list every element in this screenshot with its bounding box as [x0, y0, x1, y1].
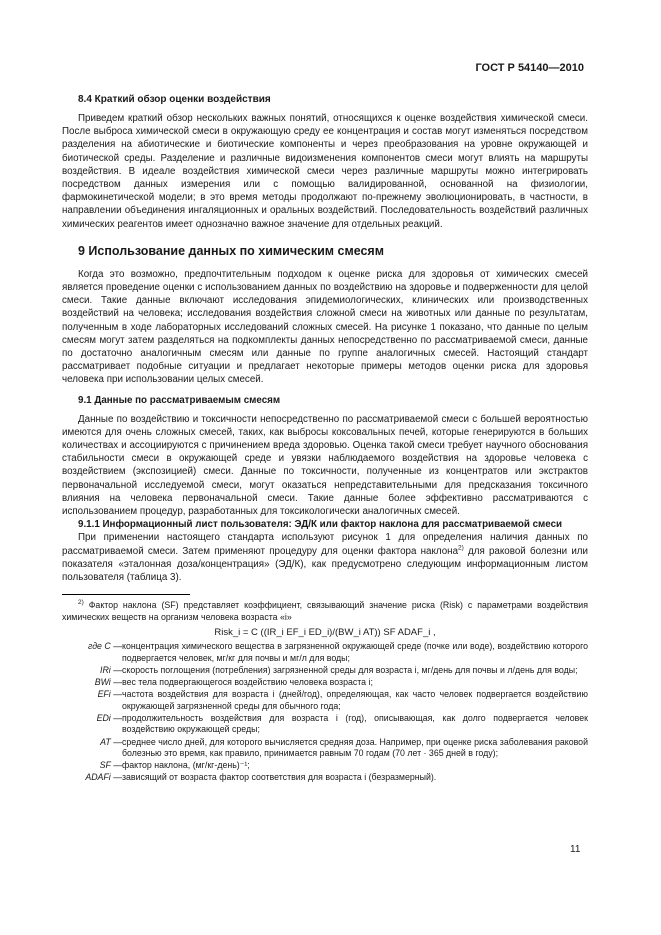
definition-text: частота воздействия для возраста i (дней/год), определяющая, как часто человек подвергается воздействию окружающей загрязненной среды для обычного года;: [122, 689, 588, 711]
definition-row: [62, 760, 588, 772]
section-8-4-paragraph: Приведем краткий обзор нескольких важных понятий, относящихся к оценке воздействия химической смеси. После выброса химической смеси в окружающую среду ее концентрация и состав могут изменяться посредством разделения на абиотические и биотические компоненты и через преобразования на уровне окружающей и биотической среды. Разделение и различные видоизменения компонентов смеси могут влиять на маршруты воздействия. В идеале воздействия химической смеси через различные маршруты можно интегрировать посредством данных измерения или с помощью валидированной, основанной на физиологии, фармокинетической модели; в это время методы продолжают по-прежнему эволюционировать, в частности, в направлении объединения ингаляционных и оральных воздействий. Последовательность воздействий различных химических реагентов имеет однозначно важное значение для отдельных реакций.: [62, 113, 588, 230]
footnote-reference[interactable]: 2): [458, 544, 464, 552]
definition-term: BWi —: [94, 677, 122, 688]
section-9-1-1-paragraph: [62, 531, 588, 584]
document-code-header: ГОСТ Р 54140—2010: [475, 62, 584, 74]
section-8-4-heading: 8.4 Краткий обзор оценки воздействия: [78, 94, 271, 105]
definition-row: [62, 772, 588, 784]
definition-text: фактор наклона, (мг/кг-день)⁻¹;: [122, 760, 250, 771]
definition-term: EFi —: [97, 689, 122, 700]
definition-text: среднее число дней, для которого вычисляется средняя доза. Например, при оценке риска заболевания раковой болезнью это время, как правило, принимается равным 70 годам (70 лет · 365 дней в году);: [122, 736, 588, 759]
definition-text: вес тела подвергающегося воздействию человека возраста i;: [122, 677, 373, 688]
page-body: [62, 94, 588, 784]
definition-row: [62, 689, 588, 712]
definition-row: [62, 677, 588, 689]
definition-text: скорость поглощения (потребления) загрязненной среды для возраста i, мг/день для почвы и л/день для воды;: [122, 664, 578, 675]
definition-term: SF —: [99, 760, 122, 771]
section-9-1-heading: 9.1 Данные по рассматриваемым смесям: [78, 394, 281, 406]
para-text-b: для раковой болезни или показателя «эталонная доза/концентрация» (ЭД/К), как предусмотрено следующим информационным листом пользователя (таблица 3).: [62, 545, 588, 584]
definition-row: [62, 737, 588, 760]
definition-row: [62, 665, 588, 677]
risk-formula: Risk_i = C ((IR_i EF_i ED_i)/(BW_i AT)) SF ADAF_i ,: [214, 627, 436, 639]
footnote-mark: 2): [78, 599, 84, 607]
definition-text: концентрация химического вещества в загрязненной окружающей среде (почке или воде), воздействию которого подвергается человек, мг/кг для почвы и мг/л для воды;: [122, 641, 588, 663]
definition-row: [62, 713, 588, 736]
definition-row: [62, 641, 588, 664]
para-text-a: При применении настоящего стандарта используют рисунок 1 для определения наличия данных по рассматриваемой смеси. Затем применяют процедуру для оценки фактора наклона: [62, 532, 588, 557]
section-9-1-paragraph: Данные по воздействию и токсичности непосредственно по рассматриваемой смеси с большей вероятностью имеются для очень сложных смесей, таких, как выбросы коксовальных печей, которые генерируются в больших количествах и ассоциируются с причинением вреда здоровью. Оценка такой смеси требует научного обоснования стабильности смеси в окружающей среде и увязки наблюдаемого воздействия на здоровье человека с воздействием (экспозицией) смеси. Данные по токсичности, полученные из концентратов или экстрактов первоначальной исследуемой смеси, могут оказаться непредставительными для предсказания токсичного влияния на человека первоначальной смеси. Такие данные более эффективно рассматриваются с использованием процедур, разработанных для токсикологически аналогичных смесей.: [62, 413, 588, 518]
footnote-text: Фактор наклона (SF) представляет коэффициент, связывающий значение риска (Risk) с параметрами воздействия химических веществ на организм человека возраста «i»: [62, 600, 588, 623]
section-9-paragraph: Когда это возможно, предпочтительным подходом к оценке риска для здоровья от химических смесей является проведение оценки с использованием данных по воздействию на здоровье и подверженности для целой смеси. Такие данные включают исследования эпидемиологических, клинических или производственных воздействий на человека; исследования воздействия сложной смеси на животных или данные по результатам, полученным в ходе лабораторных исследований сложных смесей. На рисунке 1 показано, что данные по целым смесям могут затем разделяться на подкомплекты данных непосредственно по рассматриваемой смеси, данные по достаточно аналогичным смесям или данные по группе аналогичных смесей. Настоящий стандарт рассматривает подобные ситуации и предлагает некоторые примеры методов оценки риска для здоровья человека при использовании целых смесей.: [62, 268, 588, 386]
definition-term: AT —: [100, 736, 122, 747]
formula-definitions: [62, 641, 588, 784]
definition-text: зависящий от возраста фактор соответствия для возраста i (безразмерный).: [122, 772, 437, 783]
definition-term: ADAFi —: [85, 772, 122, 783]
section-9-1-1-heading: 9.1.1 Информационный лист пользователя: ЭД/К или фактор наклона для рассматриваемой смеси: [78, 519, 563, 531]
definition-term: EDi —: [96, 712, 122, 723]
definition-term: IRi —: [100, 664, 122, 675]
section-9-heading: 9 Использование данных по химическим смесям: [78, 243, 384, 258]
footnote-2: [62, 599, 588, 623]
page-number: 11: [570, 844, 581, 855]
definition-term: где C —: [87, 641, 122, 652]
footnote-divider: [62, 594, 190, 595]
definition-text: продолжительность воздействия для возраста i (год), описывающая, как долго подвергается человек воздействию окружающей среды;: [122, 712, 588, 735]
